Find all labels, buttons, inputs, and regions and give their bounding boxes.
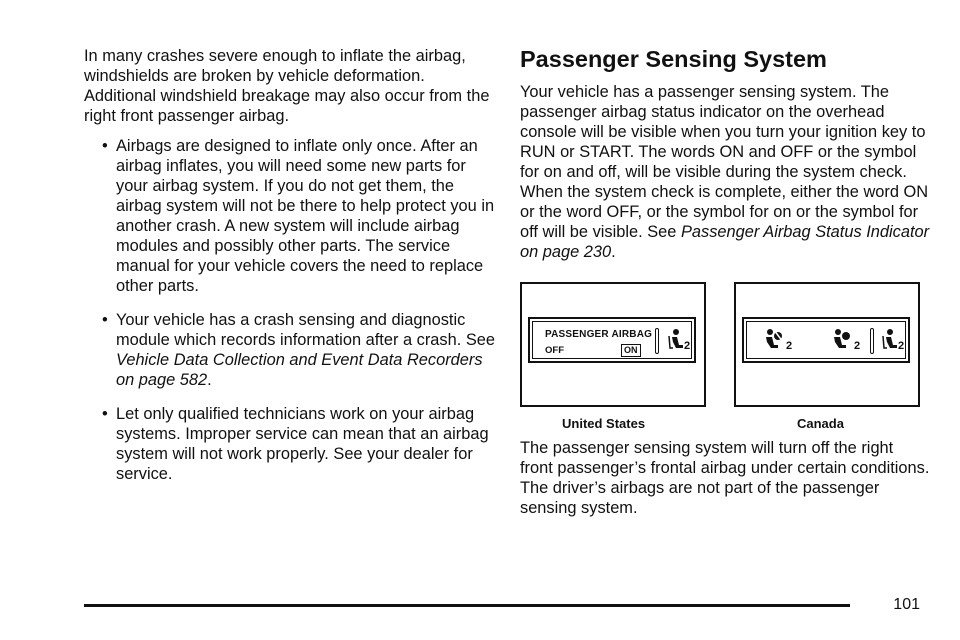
bullet-end: .	[207, 371, 212, 389]
caption-united-states: United States	[562, 416, 646, 431]
list-item	[102, 310, 496, 390]
canada-display	[742, 317, 910, 363]
left-column	[84, 46, 496, 498]
seat-position-number: 2	[898, 340, 905, 352]
bullet-text: Your vehicle has a crash sensing and diagnostic module which records information after a crash. See	[116, 311, 495, 349]
footer-rule	[84, 604, 850, 607]
list-item	[102, 136, 496, 296]
seat-position-number: 2	[786, 340, 793, 352]
seat-position-number: 2	[684, 340, 691, 352]
us-display-on: ON	[621, 344, 641, 357]
seat-position-number: 2	[854, 340, 861, 352]
cross-reference-link[interactable]: Vehicle Data Collection and Event Data Recorders on page 582	[116, 351, 483, 389]
caption-canada: Canada	[797, 416, 844, 431]
sensing-outro-paragraph: The passenger sensing system will turn off the right front passenger’s frontal airbag under certain conditions. The driver’s airbags are not part of the passenger sensing system.	[520, 439, 930, 517]
passenger-airbag-on-icon	[831, 328, 853, 354]
us-indicator-panel	[520, 282, 706, 407]
section-heading: Passenger Sensing System	[520, 46, 827, 72]
sensing-paragraph	[520, 82, 930, 262]
bullet-text: Let only qualified technicians work on your airbag systems. Improper service can mean that an airbag system will not work properly. See your dealer for service.	[116, 405, 489, 483]
us-display	[528, 317, 696, 363]
canada-indicator-panel	[734, 282, 920, 407]
bullet-dot: •	[102, 311, 108, 329]
bullet-dot: •	[102, 137, 108, 155]
right-column	[520, 44, 930, 518]
page-number: 101	[893, 596, 920, 613]
sensing-end: .	[611, 243, 616, 261]
passenger-airbag-off-icon	[763, 328, 785, 354]
sensing-text: Your vehicle has a passenger sensing system. The passenger airbag status indicator on the overhead console will be visible when you turn your ignition key to RUN or START. The words ON and OFF or the symbol for on and off, will be visible during the system check. When the system check is complete, either the word ON or the word OFF, or the symbol for on or the symbol for off will be visible. See	[520, 83, 929, 241]
canada-display-inner	[746, 321, 906, 359]
bullet-text: Airbags are designed to inflate only once. After an airbag inflates, you will need some new parts for your airbag system. If you do not get them, the airbag system will not be there to help protect you in another crash. A new system will include airbag modules and possibly other parts. The service manual for your vehicle covers the need to replace other parts.	[116, 137, 495, 295]
intro-paragraph: In many crashes severe enough to inflate the airbag, windshields are broken by vehicle deformation. Additional windshield breakage may also occur from the right front passenger airbag.	[84, 47, 490, 125]
us-display-inner	[532, 321, 692, 359]
passenger-seated-icon	[881, 328, 897, 354]
status-indicator-reference[interactable]: Passenger Airbag Status Indicator on page 230	[520, 223, 930, 261]
separator-bar	[655, 328, 659, 354]
indicator-figure	[520, 282, 930, 438]
separator-bar	[870, 328, 874, 354]
passenger-seated-icon	[667, 328, 683, 354]
bullet-dot: •	[102, 405, 108, 423]
us-display-off: OFF	[545, 345, 564, 356]
list-item	[102, 404, 496, 484]
us-display-title: PASSENGER AIRBAG	[545, 329, 653, 340]
bullet-list	[84, 136, 496, 484]
